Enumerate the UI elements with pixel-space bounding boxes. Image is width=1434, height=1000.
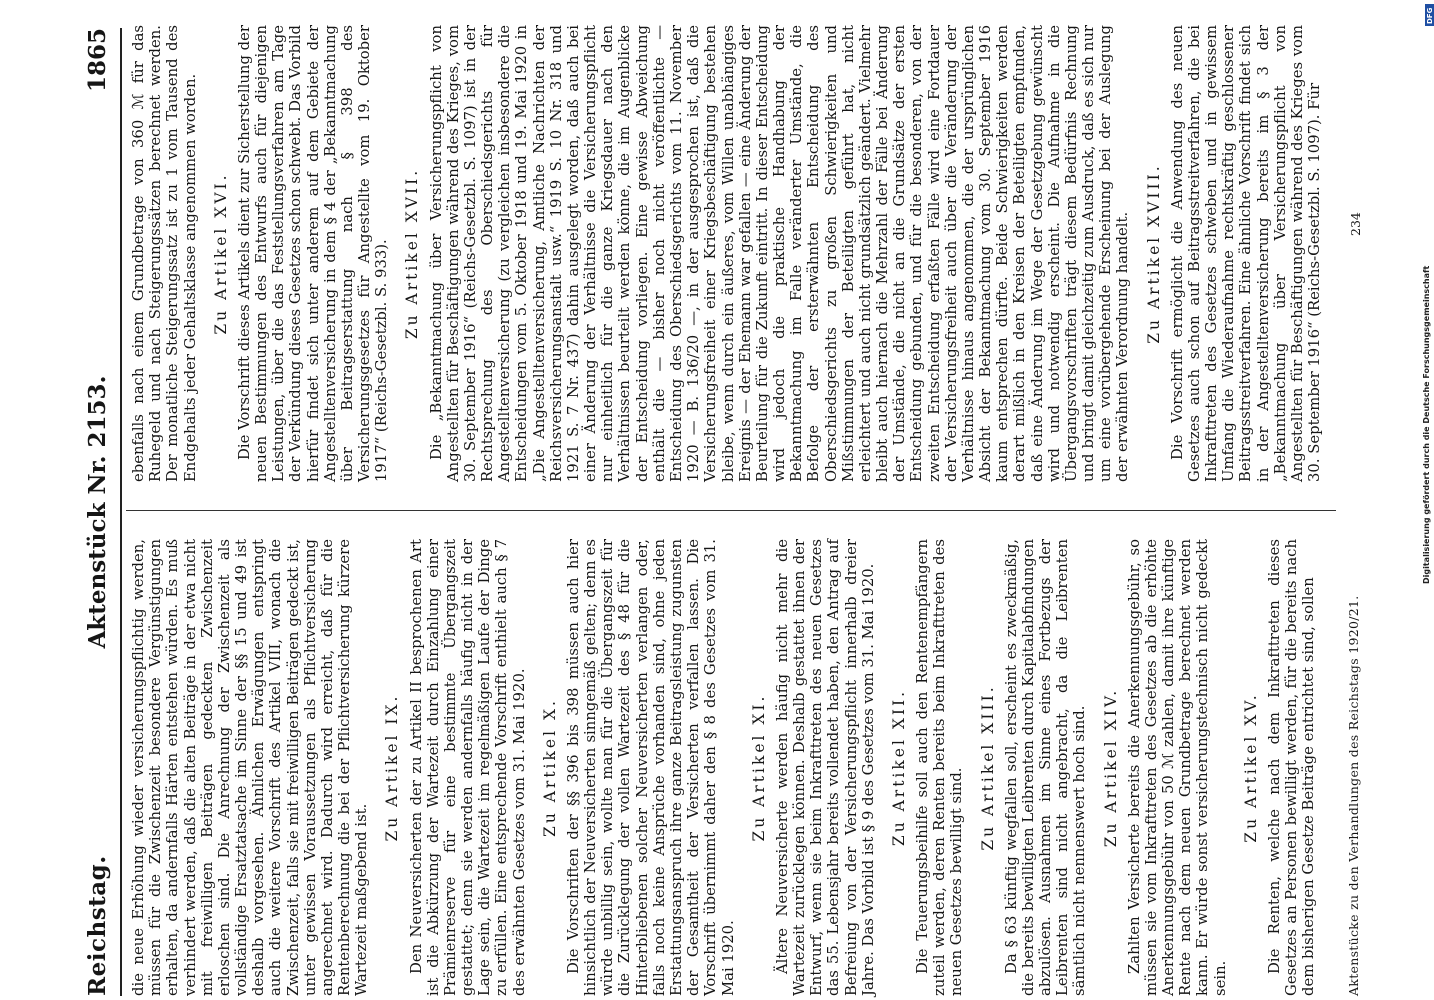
header-publication: Reichstag. <box>84 855 111 996</box>
paragraph: Die Vorschrift ermöglicht die Anwendung des neuen Gesetzes auch schon auf Beitragsstreitverfahren, die bei Inkrafttreten des Gesetzes schweben und in gewissem Umfang die Wiederaufnahme rechtskräftig geschlossener Beitragsstreitverfahren. Eine ähnliche Vorschrift findet sich in der Angestelltenversicherung bereits im § 3 der „Bekanntmachung über Versicherungspflicht von Angestellten für Beschäftigungen während des Krieges vom 30. September 1916“ (Reichs-Gesetzbl. S. 1097). Für <box>1168 25 1324 482</box>
paragraph: Die Teuerungsbeihilfe soll auch den Rentenempfängern zuteil werden, deren Renten bereits beim Inkrafttreten des neuen Gesetzes bewilligt sind. <box>914 539 966 996</box>
page-header <box>80 28 124 996</box>
paragraph: Ältere Neuversicherte werden häufig nicht mehr die Wartezeit zurücklegen können. Deshalb gestattet ihnen der Entwurf, wenn sie beim Inkrafttreten des neuen Gesetzes das 55. Lebensjahr bereits vollendet haben, den Antrag auf Befreiung von der Versicherungspflicht innerhalb dreier Jahre. Das Vorbild ist § 9 des Gesetzes vom 31. Mai 1920. <box>773 539 877 996</box>
footnote: Aktenstücke zu den Verhandlungen des Reichstags 1920/21. <box>1346 595 1361 996</box>
dfg-logo <box>1425 4 1434 26</box>
left-text-column <box>130 539 1320 996</box>
column-divider <box>126 510 1336 511</box>
article-heading: Zu Artikel XVI. <box>211 172 230 335</box>
header-document-number: Aktenstück Nr. 2153. <box>84 375 111 649</box>
dfg-logo-text: DFG <box>1426 7 1434 24</box>
sheet-number: 234 <box>1348 212 1363 236</box>
digitization-credit-text: Digitalisierung gefördert durch die Deutsche Forschungsgemeinschaft <box>1422 265 1431 584</box>
digitization-credit <box>1422 24 1434 584</box>
paragraph: Die Renten, welche nach dem Inkrafttreten dieses Gesetzes an Personen bewilligt werden, für die bereits nach dem bisherigen Gesetze Beiträge entrichtet sind, sollen <box>1265 539 1318 996</box>
article-heading: Zu Artikel XV. <box>1241 692 1260 843</box>
article-heading: Zu Artikel IX. <box>383 693 402 842</box>
article-heading: Zu Artikel XII. <box>889 688 908 847</box>
paragraph: Die „Bekanntmachung über Versicherungspflicht von Angestellten für Beschäftigungen während des Krieges, vom 30. September 1916“ (Reichs-Gesetzbl. S. 1097) ist in der Rechtsprechung des Oberschiedsgerichts für Angestelltenversicherung (zu vergleichen insbesondere die Entscheidungen vom 5. Oktober 1918 und 19. Mai 1920 in „Die Angestelltenversicherung, Amtliche Nachrichten der Reichsversicherungsanstalt usw.“ 1919 S. 10 Nr. 318 und 1921 S. 7 Nr. 437) dahin ausgelegt worden, daß auch bei einer Änderung der Verhältnisse die Versicherungspflicht nur einheitlich für die ganze Kriegsdauer nach den Verhältnissen beurteilt werden könne, die im Augenblicke der Entscheidung vorliegen. Eine gewisse Abweichung enthält die — bisher noch nicht veröffentlichte — Entscheidung des Oberschiedsgerichts vom 11. November 1920 — B. 136/20 —, in der ausgesprochen ist, daß die Versicherungsfreiheit einer Kriegsbeschäftigung bestehen bleibe, wenn durch ein äußeres, vom Willen unabhängiges Ereignis — der Ehemann war gefallen — eine Änderung der Beurteilung für die Zukunft eintritt. In dieser Entscheidung wird jedoch die praktische Handhabung der Bekanntmachung im Falle veränderter Umstände, die Befolge der ersterwähnten Entscheidung des Oberschiedsgerichts zu großen Schwierigkeiten und Mißstimmungen der Beteiligten geführt hat, nicht erleichtert und auch nicht grundsätzlich geändert. Vielmehr bleibt auch hiernach die Mehrzahl der Fälle bei Änderung der Umstände, die nicht an die Grundsätze der ersten Entscheidung gebunden, und für die besonderen, von der zweiten Entscheidung erfaßten Fälle wird eine Fortdauer der Versicherungsfreiheit auch über die Veränderung der Verhältnisse hinaus angenommen, die der ursprünglichen Absicht der Bekanntmachung vom 30. September 1916 kaum entsprechen dürfte. Beide Schwierigkeiten werden derart mißlich in den Kreisen der Beteiligten empfunden, daß eine Änderung im Wege der Gesetzgebung gewünscht wird und notwendig erscheint. Die Aufnahme in die Übergangsvorschriften trägt diesem Bedürfnis Rechnung und bringt damit gleichzeitig zum Ausdruck, daß es sich nur um eine vorübergehende Erscheinung bei der Auslegung der erwähnten Verordnung handelt. <box>427 25 1132 482</box>
paragraph: ebenfalls nach einem Grundbetrage von 360 ℳ für das Ruhegeld und nach Steigerungssätzen berechnet werden. Der monatliche Steigerungssatz ist zu 1 vom Tausend des Endgehalts jeder Gehaltsklasse angenommen worden. <box>130 25 199 482</box>
right-text-column <box>130 25 1326 482</box>
header-page-number: 1865 <box>84 28 111 93</box>
paragraph: die neue Erhöhung wieder versicherungspflichtig werden, müssen für die Zwischenzeit besondere Vergünstigungen erhalten, da andernfalls Härten entstehen würden. Es muß verhindert werden, daß die alten Beiträge in der etwa nicht mit freiwilligen Beiträgen gedeckten Zwischenzeit erloschen sind. Die Anrechnung der Zwischenzeit als vollständige Ersatztatsache im Sinne der §§ 15 und 49 ist deshalb vorgesehen. Ähnlichen Erwägungen entspringt auch die weitere Vorschrift des Artikel VIII, wonach die Zwischenzeit, falls sie mit freiwilligen Beiträgen gedeckt ist, unter gewissen Voraussetzungen als Pflichtversicherung angerechnet wird. Dadurch wird erreicht, daß für die Rentenberechnung die bei der Pflichtversicherung kürzere Wartezeit maßgebend ist. <box>130 539 371 996</box>
paragraph: Die Vorschriften der §§ 396 bis 398 müssen auch hier hinsichtlich der Neuversicherten sinngemäß gelten; denn es würde unbillig sein, wollte man für die Übergangszeit für die Zurücklegung der vollen Wartezeit des § 48 für die Hinterbliebenen solcher Neuversicherten verlangen oder, falls noch keine Ansprüche vorhanden sind, ohne jeden Erstattungsanspruch ihre ganze Beitragsleistung zugunsten der Gesamtheit der Versicherten verfallen lassen. Die Vorschrift übernimmt daher den § 8 des Gesetzes vom 31. Mai 1920. <box>564 539 737 996</box>
page-content <box>80 25 1370 996</box>
article-heading: Zu Artikel XIII. <box>978 684 997 851</box>
article-heading: Zu Artikel XVIII. <box>1144 163 1163 344</box>
paragraph: Zahlten Versicherte bereits die Anerkennungsgebühr, so müssen sie vom Inkrafttreten des Gesetzes ab die erhöhte Anerkennungsgebühr von 50 ℳ zahlen, damit ihre künftige Rente nach dem neuen Grundbetrage berechnet werden kann. Er würde sonst versicherungstechnisch nicht gedeckt sein. <box>1125 539 1229 996</box>
paragraph: Da § 63 künftig wegfallen soll, erscheint es zweckmäßig, die bereits bewilligten Leibrenten durch Kapitalabfindungen abzulösen. Ausnahmen im Sinne eines Fortbezugs der Leibrenten sind nicht angebracht, da die Leibrenten sämtlich nicht nennenswert hoch sind. <box>1002 539 1089 996</box>
paragraph: Den Neuversicherten der zu Artikel II besprochenen Art ist die Abkürzung der Wartezeit durch Einzahlung einer Prämienreserve für eine bestimmte Übergangszeit gestattet; denn sie werden andernfalls häufig nicht in der Lage sein, die Wartezeit im regelmäßigen Laufe der Dinge zu erfüllen. Eine entsprechende Vorschrift enthielt auch § 7 des erwähnten Gesetzes vom 31. Mai 1920. <box>407 539 528 996</box>
article-heading: Zu Artikel X. <box>540 698 559 837</box>
article-heading: Zu Artikel XIV. <box>1101 687 1120 848</box>
header-rule <box>120 28 122 996</box>
article-heading: Zu Artikel XI. <box>749 693 768 842</box>
paragraph: Die Vorschrift dieses Artikels dient zur Sicherstellung der neuen Bestimmungen des Entwurfs auch für diejenigen Leistungen, über die das Feststellungsverfahren am Tage der Verkündung dieses Gesetzes schon schwebt. Das Vorbild hierfür findet sich unter anderem auf dem Gebiete der Angestelltenversicherung in dem § 4 der „Bekanntmachung über Beitragserstattung nach § 398 des Versicherungsgesetzes für Angestellte vom 19. Oktober 1917“ (Reichs-Gesetzbl. S. 933). <box>235 25 391 482</box>
article-heading: Zu Artikel XVII. <box>403 167 422 340</box>
